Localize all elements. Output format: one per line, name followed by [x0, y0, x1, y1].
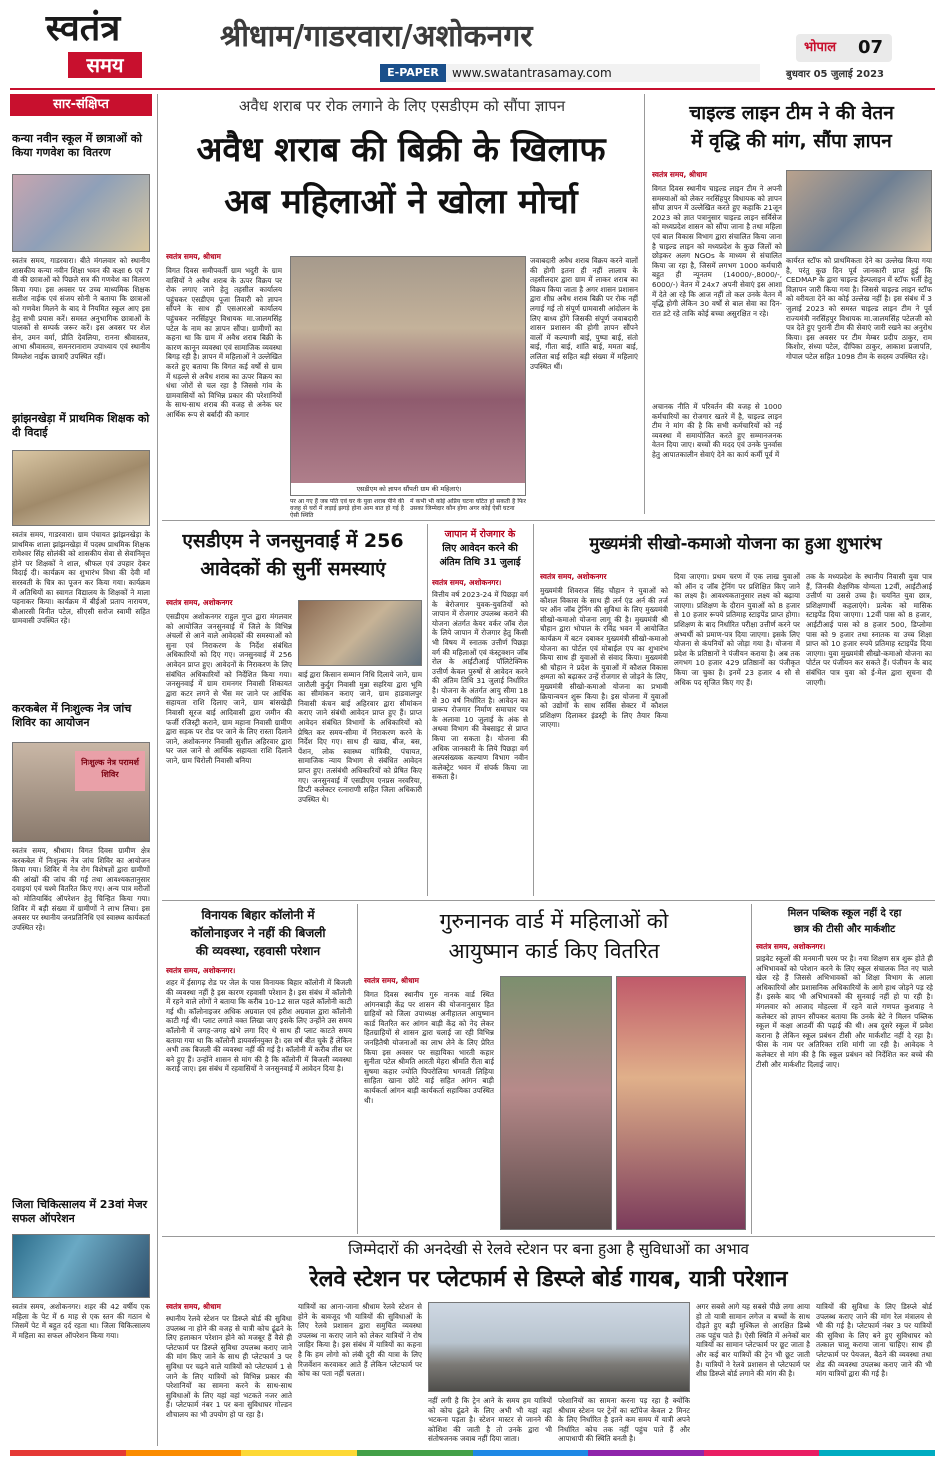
railway-byline: स्वतंत्र समय, श्रीधाम — [166, 1302, 221, 1311]
liquor-byline: स्वतंत्र समय, श्रीधाम — [166, 252, 221, 261]
sidebar-header: सार-संक्षिप्त — [10, 94, 152, 116]
colony-body: शहर में ईसागढ़ रोड पर जेल के पास विनायक बिहार कॉलोनी में बिजली की व्यवस्था नहीं है इस कारण रहवासी परेशान है। इस संबंध में कॉलोनी में रहने वाले लोगों ने बताया कि करीब 10-12 साल पहले कॉलोनी काटी गई थी। कॉलोनाइजर अधिक अग्रवाल एवं हरीश अग्रवाल द्वारा कॉलोनी काटी गई थी। प्लाट लगाते वक्त लिखा जाए इसके लिए उन्होंने उस समय कॉलोनी में जगह-जगह खंभे लगा दिए थे साथ ही प्लाट काटते समय बताया गया था कि कॉलोनी डायवर्सनयुक्त है। दस वर्ष बीत चुके हैं लेकिन अभी तक बिजली की व्यवस्था नहीं की गई है। कॉलोनी में करीब तीस घर बने हुए हैं। उन्होंने शासन से मांग की है कि कॉलोनी में बिजली व्यवस्था कराई जाए। इस संबंध में रहवासियों ने जनसुनवाई में आवेदन दिया है। — [166, 978, 352, 1074]
sidebar-item-headline: करकबेल में निःशुल्क नेत्र जांच शिविर का आयोजन — [12, 702, 132, 729]
childline-col-2: अचानक नीति में परिवर्तन की वजह से 1000 कर्मचारियों का रोजगार खतरे में है, चाइल्ड लाइन टीम ने मांग की है कि सभी कर्मचारियों को नई व्यवस्था में समायोजित करते हुए सम्मानजनक वेतन दिया जाए। बच्चों की मदद एवं उनके पुनर्वास हेतु आपातकालीन सेवाएं देने का कार्य कर्मी पूर्व में — [652, 402, 782, 459]
liquor-photo-women — [290, 256, 526, 496]
sidebar-divider — [157, 94, 158, 1446]
logo — [24, 8, 142, 82]
website-link[interactable]: www.swatantrasamay.com — [452, 66, 612, 80]
sdm-headline-line2: आवेदकों की सुनीं समस्याएं — [200, 558, 386, 580]
page-info-box — [796, 34, 892, 62]
sidebar-item-body: स्वतंत्र समय, श्रीधाम। विगत दिवस ग्रामीण क्षेत्र करकबेल में निःशुल्क नेत्र जांच शिविर का आयोजन किया गया। शिविर में नेत्र रोग विशेषज्ञों द्वारा ग्रामीणों की आंखों की जांच की गई तथा आवश्यकतानुसार दवाइयां एवं चश्मे वितरित किए गए। अन्य पात्र मरीजों को मोतियाबिंद ऑपरेशन हेतु चिन्हित किया गया। शिविर में बड़ी संख्या में ग्रामीणों ने लाभ लिया। इस अवसर पर स्थानीय जनप्रतिनिधि एवं स्वास्थ्य कार्यकर्ता उपस्थित रहे। — [12, 846, 150, 932]
sidebar-photo-eye-camp — [12, 742, 150, 842]
ayushman-byline: स्वतंत्र समय, श्रीधाम — [364, 976, 419, 985]
sdm-photo-hearing — [298, 600, 422, 666]
liquor-col-2: पर आ गए हैं जब पति एवं घर के युवा शराब पीने की वजह से घरों में लड़ाई झगड़े होना आम बात हो गई है ऐसी स्थिति — [290, 498, 404, 518]
railway-photo-platform — [428, 1302, 690, 1392]
color-strip-segment — [819, 1450, 935, 1456]
cm-headline: मुख्यमंत्री सीखो-कमाओ योजना का हुआ शुभारंभ — [589, 534, 882, 553]
sidebar-photo-uniform — [12, 174, 150, 252]
color-strip — [10, 1450, 935, 1456]
employment-headline-line3: अंतिम तिथि 31 जुलाई — [439, 557, 521, 568]
railway-col-6: यात्रियों की सुविधा के लिए डिस्प्ले बोर्ड उपलब्ध कराए जाने की मांग रेल मंत्रालय से भी की गई है। प्लेटफार्म नंबर 3 पर यात्रियों की सुविधा के लिए बने हुए सुविधाघर को तत्काल चालू कराया जाना चाहिए। साथ ही प्लेटफार्म पर पेयजल, बैठने की व्यवस्था तथा शेड की व्यवस्था उपलब्ध कराए जाने की भी मांग यात्रियों द्वारा की गई है। — [816, 1302, 932, 1379]
color-strip-segment — [10, 1450, 126, 1456]
issue-date: बुधवार 05 जुलाई 2023 — [786, 69, 884, 80]
epaper-label: E-PAPER — [380, 64, 446, 82]
cm-scheme-story — [536, 524, 935, 898]
sidebar-item-body: स्वतंत्र समय, अशोकनगर। शहर की 42 वर्षीय एक महिला के पेट में 6 माह से एक स्तन की गठान थे जिसमें पेट में बहुत दर्द रहता था। जिला चिकित्सालय में महिला का सफल ऑपरेशन किया गया। — [12, 1302, 150, 1340]
railway-col-3: नहीं लगी है कि ट्रेन आने के समय हम यात्रियों को कोच ढूंढने के लिए अभी भी यहां वहां भटकना पड़ता है। स्टेशन मास्टर से जानने की कोशिश की जाती है तो उनके द्वारा भी संतोषजनक जवाब नहीं दिया जाता। — [428, 1396, 552, 1444]
ayushman-body: विगत दिवस स्थानीय गुरु नानक वार्ड स्थित आंगनबाड़ी केंद्र पर शासन की योजनानुसार हित ग्राहियों को जिला उपाध्यक्ष अनीहातल आयुष्मान कार्ड वितरित कर आंगन बाड़ी केंद्र को नेद लेकर हितग्राहियों से शासन द्वारा चलाई जा रही विभिन्न जनहितैषी योजनाओं का लाभ लेने के लिए प्रेरित किया इस अवसर पर सहायिका भारती कहार सुनीता पटेल श्रीमति आरती मेहरा श्रीमति रीता बाई सुषमा कहार ज्योति पिपरोलिया भगवती लिहिया साहिता खाना छोटे वाई सहित आंगन बाड़ी कार्यकर्ता आंगन बाड़ी कार्यकर्ता सहायिका उपस्थित थी। — [364, 990, 494, 1105]
railway-col-5: अगर सबसे आगे यह सबसे पीछे लगा आया हो तो यात्री सामान लगेज व बच्चों के साथ दौड़ते हुए बड़ी मुश्किल से आरक्षित डिब्बे तक पहुंच पाते हैं। ऐसी स्थिति में अनेकों बार यात्रियों का सामान प्लेटफार्म पर छूट जाता है और कई बार यात्रियों की ट्रेन भी छूट जाती है। यात्रियों ने रेलवे प्रशासन से प्लेटफार्म पर शीघ्र डिस्प्ले बोर्ड लगाने की मांग की है। — [696, 1302, 810, 1379]
logo-top-text: स्वतंत्र — [45, 7, 121, 49]
cm-byline: स्वतंत्र समय, अशोकनगर — [540, 572, 607, 581]
liquor-headline-line2: अब महिलाओं ने खोला मोर्चा — [224, 182, 578, 222]
liquor-headline-line1: अवैध शराब की बिक्री के खिलाफ — [196, 130, 606, 170]
railway-col-4: परेशानियों का सामना करना पड़ रहा है क्योंकि श्रीधाम स्टेशन पर ट्रेनों का स्टॉपेज केवल 2 मिनट के लिए निर्धारित है इतने कम समय में यात्री अपने निर्धारित कोच तक नहीं पहुंच पाते हैं और आपाधापी की स्थिति बनती है। — [558, 1396, 690, 1444]
sidebar — [10, 94, 152, 1446]
liquor-col-4: जवाबदारी अवैध शराब विक्रय करने वालों की होगी इतना ही नहीं लालाच के तहसीलदार द्वारा ग्राम में लाकर शराब का विक्रय किया जाता है अगर शासन प्रशासन द्वारा शीघ्र अवैध शराब बिक्री पर रोक नहीं लगाई गई तो संपूर्ण ग्रामवासी आंदोलन के लिए बाध्य होंगे जिसकी संपूर्ण जवाबदारी शासन प्रशासन की होगी ज्ञापन सौंपने वालों में कल्याणी बाई, पुष्पा बाई, संतो बाई, गीता बाई, शांति बाई, ममता बाई, ललिता बाई सहित बड़ी संख्या में महिलाएं उपस्थित थीं। — [530, 256, 638, 371]
top-divider-v — [644, 94, 645, 514]
employment-byline: स्वतंत्र समय, अशोकनगर। — [432, 578, 502, 587]
color-strip-segment — [473, 1450, 589, 1456]
employment-headline-line1: जापान में रोजगार के — [444, 529, 516, 540]
ayushman-photo-right — [616, 976, 746, 1230]
sidebar-photo-farewell — [12, 450, 150, 526]
sidebar-item-headline: कन्या नवीन स्कूल में छात्राओं को किया गणवेश का वितरण — [12, 132, 143, 159]
sidebar-item-body: स्वतंत्र समय, गाडरवारा। बीते मंगलवार को स्थानीय शासकीय कन्या नवीन शिक्षा भवन की कक्षा 6 एवं 7 वी की छात्राओं को पिछले सत्र की गणवेश का वितरण किया गया। इस अवसर पर उच्च माध्यमिक शिक्षक सतीश नाईक एवं संजय सोनी ने बताया कि छात्राओं को गणवेश मिलने के बाद वे नियमित स्कूल आए इस हेतु सभी प्रयास करें। समस्त अनुभागिक छात्राओं के पालकों से सम्पर्क जरूर करें। इस अवसर पर शेल सेन, उमन वर्मा, प्रीति देवलिया, रानना श्रीवास्तव, आभा श्रीवास्तव, समनरानाराम उपाध्याय एवं स्थानीय विमलेश नाईक छात्राएँ उपस्थित रहीं। — [12, 256, 150, 361]
masthead-divider — [10, 88, 935, 90]
colony-byline: स्वतंत्र समय, अशोकनगर। — [166, 966, 236, 975]
color-strip-segment — [704, 1450, 820, 1456]
childline-headline-line2: में वृद्धि की मांग, सौंपा ज्ञापन — [691, 130, 892, 152]
school-body: प्राइवेट स्कूलों की मनमानी चरम पर है। नया शिक्षण सत्र शुरू होते ही अभिभावकों को परेशान करने के लिए स्कूल संचालक नित नए चाले खेल रहे हैं जिससे अभिभावकों को शिक्षा विभाग के आला अधिकारियों और प्रशासनिक अधिकारियों के आगे हाथ जोड़ने पड़ रहे हैं। इसके बाद भी अभिभावकों की सुनवाई नहीं हो पा रही है। मंगलवार को आजाद मोहल्ला में रहने वाले गणपत कुशवाह ने कलेक्टर को ज्ञापन सौंपकर बताया कि उनके बेटे ने मिलन पब्लिक स्कूल में कक्षा आठवीं की पढ़ाई की थी। अब दूसरे स्कूल में प्रवेश कराना है लेकिन स्कूल प्रबंधन टीसी और मार्कशीट नहीं दे रहा है। फीस के नाम पर अतिरिक्त राशि मांगी जा रही है। आवेदक ने कलेक्टर से मांग की है कि स्कूल प्रबंधन को निर्देशित कर बच्चे की टीसी और मार्कशीट दिलाई जाए। — [756, 954, 933, 1069]
employment-body: वित्तीय वर्ष 2023-24 में पिछड़ा वर्ग के बेरोजगार युवक-युवतियों को जापान में रोजगार उपलब्ध कराने की योजना अंतर्गत केयर वर्कर जॉब रोल के लिये जापान में रोजगार हेतु किसी भी विषय में स्नातक उत्तीर्ण पिछड़ा वर्ग की महिलाओं एवं कंस्ट्रक्शन जॉब रोल के आईटीआई पॉलिटेक्निक उत्तीर्ण केवल पुरुषों से आवेदन करने की अंतिम तिथि 31 जुलाई निर्धारित है। योजना के अंतर्गत आयु सीमा 18 से 30 वर्ष निर्धारित है। आवेदन का प्रारूप रोजगार निर्माण समाचार पत्र के अलावा 10 जुलाई के अंक से अथवा विभाग की वेबसाइट से प्राप्त किया जा सकता है। योजना की अधिक जानकारी के लिये पिछड़ा वर्ग अल्पसंख्यक कल्याण विभाग नवीन कलेक्ट्रेट भवन में संपर्क किया जा सकता है। — [432, 590, 528, 782]
employment-headline-line2: लिए आवेदन करने की — [442, 543, 518, 554]
eye-camp-banner: निःशुल्क नेत्र परामर्श शिविर — [75, 751, 145, 791]
colony-headline-line2: कॉलोनाइजर ने नहीं की बिजली — [190, 926, 326, 940]
liquor-photo-caption: एसडीएम को ज्ञापन सौंपती ग्राम की महिलाएं। — [291, 483, 526, 495]
childline-story — [648, 94, 935, 518]
ayushman-divider — [751, 904, 752, 1234]
cm-col-2: दिया जाएगा। प्रथम चरण में एक लाख युवाओं को ऑन द जॉब ट्रेनिंग पर प्रशिक्षित किए जाने का लक्ष्य है। आवश्यकतानुसार लक्ष्य को बढ़ाया जाएगा। प्रशिक्षण के दौरान युवाओं को 8 हजार से 10 हजार रूपये प्रतिमाह स्टाइपेंड प्राप्त होगा। प्रशिक्षण के बाद निर्धारित परीक्षा उत्तीर्ण करने पर अभ्यर्थी को प्रमाण-पत्र दिया जाएगा। इसके लिए योजना से कंपनियों को जोड़ा गया है। योजना में प्रदेश के प्रतिष्ठानों ने पंजीयन कराया है। अब तक लगभग 10 हजार 429 प्रतिष्ठानों का पंजीकृत किया जा चुका है। इनमें 23 हजार 4 सौ से अधिक पद सृजित किए गए हैं। — [674, 572, 800, 687]
colony-headline-line1: विनायक बिहार कॉलोनी में — [201, 908, 315, 922]
sidebar-photo-surgery — [12, 1234, 150, 1298]
ayushman-headline-line2: आयुष्मान कार्ड किए वितरित — [448, 939, 660, 963]
sdm-headline-line1: एसडीएम ने जनसुनवाई में 256 — [182, 530, 404, 552]
cm-col-1: मुख्यमंत्री शिवराज सिंह चौहान ने युवाओं को कौशल विकास के साथ ही लर्न एंड अर्न की तर्ज पर ऑन जॉब ट्रेनिंग की सुविधा के लिए मुख्यमंत्री सीखो-कमाओ योजना लागू की है। मुख्यमंत्री श्री चौहान द्वारा भोपाल के रविंद्र भवन में आयोजित कार्यक्रम में बटन दबाकर मुख्यमंत्री सीखो-कमाओ योजना का पोर्टल एवं मोबाईल एप का शुभारंभ किया साथ ही युवाओं से संवाद किया। मुख्यमंत्री श्री चौहान ने प्रदेश के युवाओं में कौशल विकास क्षमता को बढ़ाकर उन्हें रोजगार से जोड़ने के लिए, मुख्यमंत्री सीखो-कमाओ योजना का प्रभावी क्रियान्वयन शुरू किया है। इस योजना में युवाओं को उद्योगों के साथ सर्विस सेक्टर में कौशल प्रशिक्षण दिलाकर इंडस्ट्री के लिए तैयार किया जाएगा। — [540, 586, 668, 730]
sdm-byline: स्वतंत्र समय, अशोकनगर — [166, 598, 233, 607]
ayushman-story — [360, 904, 748, 1234]
railway-headline: रेलवे स्टेशन पर प्लेटफार्म से डिस्प्ले बोर्ड गायब, यात्री परेशान — [309, 1267, 788, 1292]
childline-byline: स्वतंत्र समय, श्रीधाम — [652, 170, 707, 179]
childline-col-3: कार्यरत स्टॉफ को प्राथमिकता देने का उल्लेख किया गया है, परंतु कुछ दिन पूर्व जानकारी प्राप्त हुई कि CEDMAP के द्वारा चाइल्ड हेल्पलाइन में स्टॉफ भर्ती हेतु विज्ञापन जारी किया गया है। जिससे चाइल्ड लाइन स्टॉफ को वरीयता देने का कोई उल्लेख नहीं है। इस संबंध में 3 जुलाई 2023 को समस्त चाइल्ड लाइन टीम ने पूर्व राज्यमंत्री नरसिंहपुर विधायक मा.जालमसिंह पटेलजी को पत्र देते हुए पुरानी टीम की सेवाएं जारी रखने का अनुरोध किया। इस अवसर पर टीम मेम्बर प्रदीप ठाकुर, राम किशोर, संध्या पटेल, दीपिका ठाकुर, आकाश प्रजापति, गोपाल पटेल सहित 1098 टीम के सदस्य उपस्थित रहे। — [786, 256, 932, 361]
employment-divider — [533, 524, 534, 896]
ayushman-headline-line1: गुरुनानक वार्ड में महिलाओं को — [439, 909, 669, 933]
school-headline-line1: मिलन पब्लिक स्कूल नहीं दे रहा — [787, 908, 902, 919]
epaper-bar — [380, 64, 760, 82]
colony-story — [162, 904, 354, 1234]
color-strip-segment — [357, 1450, 473, 1456]
railway-kicker: जिम्मेदारों की अनदेखी से रेलवे स्टेशन पर बना हुआ है सुविधाओं का अभाव — [348, 1240, 749, 1258]
sdm-col-1: एसडीएम अशोकनगर राहुल गुप्त द्वारा मंगलवार को आयोजित जनसुनवाई में जिले के विभिन्न अंचलों से आने वाले आवेदकों की समस्याओं को सुना एवं निराकरण के निर्देश संबंधित अधिकारियों को दिए गए। जनसुनवाई में 256 आवेदन प्राप्त हुए। आवेदनों के निराकरण के लिए संबंधित अधिकारियों को निर्देशित किया गया। जनसुनवाई में ग्राम रामनगर निवासी शिकायत द्वारा कटर लगने से भैंस मर जाने पर आर्थिक सहायता राशि दिलाए जाने, ग्राम बांसखेड़ी निवासी सूरज बाई आदिवासी द्वारा जमीन की फर्जी रजिस्ट्री कराने, ग्राम महाना निवासी ग्रामीण द्वारा सड़क पर रोड पर जाने के लिए रास्ता दिलाने जाने, अशोकनगर निवासी सुशील अहिरवार द्वारा घर जल जाने से आर्थिक सहायता राशि दिलाने जाने, ग्राम चिरोली निवासी बनिया — [166, 612, 292, 765]
school-story — [754, 904, 935, 1234]
masthead — [0, 0, 945, 88]
logo-bottom-text: समय — [68, 52, 142, 78]
color-strip-segment — [588, 1450, 704, 1456]
liquor-kicker: अवैध शराब पर रोक लगाने के लिए एसडीएम को सौंपा ज्ञापन — [238, 97, 566, 115]
sdm-col-2: बाई द्वारा किसान सम्मान निधि दिलाये जाने, ग्राम जारौली कुर्दुग निवासी मुन्ना सहरिया द्वारा भूमि का सीमांकन कराए जाने, ग्राम हाडवालपुर निवासी कंचन बाई अहिरवार द्वारा सीमांकन कराए जाने संबंधी आवेदन प्राप्त हुए हैं। प्राप्त आवेदन संबंधित विभागों के अधिकारियों को प्रेषित कर समय-सीमा में निराकरण करने के निर्देश दिए गए। साथ ही खाद्य, बीज, बस, पेंशन, लोक स्वास्थ्य यांत्रिकी, पंचायत, सामाजिक न्याय विभाग से संबंधित आवेदन प्राप्त हुए। तत्संबंधी अधिकारियों को प्रेषित किए गए। जनसुनवाई में एसडीएम एनप्रस नरवरिया, डिप्टी कलेक्टर रत्नाराणी सहित जिला अधिकारी उपस्थित थे। — [298, 670, 422, 804]
color-strip-segment — [241, 1450, 357, 1456]
row-divider-3 — [162, 1236, 935, 1237]
ayushman-photo-left — [500, 976, 612, 1230]
childline-photo — [786, 170, 932, 252]
row-divider-2 — [162, 900, 935, 901]
sidebar-item-headline: झांझनखेड़ा में प्राथमिक शिक्षक को दी विदाई — [12, 412, 150, 439]
page-number: 07 — [858, 37, 884, 58]
sdm-divider — [427, 524, 428, 896]
colony-headline-line3: की व्यवस्था, रहवासी परेशान — [195, 944, 321, 958]
childline-headline-line1: चाइल्ड लाइन टीम ने की वेतन — [689, 102, 894, 124]
railway-col-1: स्थानीय रेलवे स्टेशन पर डिस्प्ले बोर्ड की सुविधा उपलब्ध ना होने की वजह से यात्री कोच ढूंढने के लिए हलाकान परेशान होने को मजबूर हैं वैसे ही प्लेटफार्म पर डिस्प्ले सुविधा उपलब्ध कराए जाने की मांग किए जाने के साथ ही प्लेटफार्म 3 पर सुविधा पर चढ़ने वाले यात्रियों को प्लेटफार्म 1 से जाने के लिए यात्रियों को विभिन्न प्रकार की परेशानियों का सामना करने के साथ-साथ सुविधाओं के लिए यहां वहां भटकते नजर आते हैं। प्लेटफार्म नंबर 1 पर बना सुविधाघर गोल्डन शौचालय का भी उपयोग हो पा रहा है। — [166, 1314, 292, 1419]
row-divider-1 — [162, 520, 935, 521]
liquor-col-1: विगत दिवस समीपवर्ती ग्राम भदुरी के ग्राम वासियों ने अवैध शराब के ऊपर विक्रय पर रोक लगाए जाने हेतु तहसील कार्यालय पहुंचकर एसडीएम पूजा तिवारी को ज्ञापन सौंपने के साथ ही एसआरओ कार्यालय पहुंचकर नरसिंहपुर विधायक मा.जालमसिंह पटेल के नाम का ज्ञापन सौंपा। ग्रामीणों का कहना था कि ग्राम में अवैध शराब बिक्री के कारण कानून व्यवस्था एवं सामाजिक व्यवस्था बिगड़ रही है। ज्ञापन में महिलाओं ने उल्लेखित करते हुए बताया कि विगत कई वर्षों से ग्राम में धड़ल्ले से अवैध शराब का ऊपर विक्रय का धंधा जोरों से चल रहा है जिससे गांव के ग्रामवासियों को विभिन्न प्रकार की परेशानियों के साथ-साथ शराब की वजह से अनेक घर आर्थिक रूप से बर्बादी की कगार — [166, 266, 282, 419]
sidebar-item-headline: जिला चिकित्सालय में 23वां मेजर सफल ऑपरेशन — [12, 1198, 148, 1225]
school-headline-line2: छात्र की टीसी और मार्कशीट — [793, 924, 896, 935]
cm-col-3: तक के मध्यप्रदेश के स्थानीय निवासी युवा पात्र हैं, जिनकी शैक्षणिक योग्यता 12वीं, आईटीआई उत्तीर्ण या उससे उच्च है। चयनित युवा छात्र, प्रशिक्षणार्थी कहलाएंगे। प्रत्येक को मासिक स्टाइपेंड दिया जाएगा। 12वीं पास को 8 हजार, आईटीआई पास को 8 हजार 500, डिप्लोमा पास को 9 हजार तथा स्नातक या उच्च शिक्षा प्राप्त को 10 हजार रुपये प्रतिमाह स्टाइपेंड दिया जाएगा। युवा मुख्यमंत्री सीखो-कमाओ योजना का पोर्टल पर पंजीयन कर सकते हैं। पंजीयन के बाद संबंधित पात्र युवा को ई-मेल द्वारा सूचना दी जाएगी। — [806, 572, 932, 687]
employment-story — [430, 524, 530, 898]
sdm-story — [162, 524, 424, 898]
city-label: भोपाल — [804, 40, 837, 55]
colony-divider — [357, 904, 358, 1234]
school-byline: स्वतंत्र समय, अशोकनगर। — [756, 942, 826, 951]
railway-story — [162, 1238, 935, 1448]
color-strip-segment — [126, 1450, 242, 1456]
childline-col-1: विगत दिवस स्थानीय चाइल्ड लाइन टीम ने अपनी समस्याओं को लेकर नरसिंहपुर विधायक को ज्ञापन सौंपा ज्ञापन में उल्लेखित करते हुए कहाकि 21जून 2023 को ज्ञात पत्रानुसार चाइल्ड लाइन सर्विसेज को मध्यप्रदेश शासन को सौंपा जाना है तथा महिला एवं बाल विकास विभाग द्वारा संचालित किया जाना है चाइल्ड लाइन को मध्यप्रदेश के कुछ जिलों को छोड़कर अलग NGOs के माध्यम से संचालित किया जा रहा है, जिसमें लगभग 1000 कर्मचारी बहुत ही न्यूनतम (14000/-,8000/-, 6000/-) वेतन में 24x7 अपनी सेवाएं इस आशा में देते आ रहे कि आज नहीं तो कल उनके वेतन में वृद्धि होगी लेकिन 30 वर्षों से बाल सेवा का दिन-रात डटे रहे ताकि कोई बच्चा असुरक्षित न रहे। — [652, 184, 782, 318]
railway-col-2: यात्रियों का आना-जाना श्रीधाम रेलवे स्टेशन से होने के बावजूद भी यात्रियों की सुविधाओं के लिए रेलवे प्रशासन द्वारा समुचित व्यवस्था उपलब्ध ना कराए जाने को लेकर यात्रियों ने रोष जाहिर किया है। इस संबंध में यात्रियों का कहना है कि हम लोगो को लंबी दूरी की यात्रा के लिए रिजर्वेशन करवाकर आते हैं लेकिन प्लेटफार्म पर कोच का पता नहीं चलता। — [298, 1302, 422, 1379]
liquor-col-3: में कभी भी कोई अप्रिय घटना घटित हो सकती है फिर उसका जिम्मेदार कौन होगा अगर कोई ऐसी घटना — [410, 498, 526, 512]
sidebar-item-body: स्वतंत्र समय, गाडरवारा। ग्राम पंचायत झांझनखेड़ा के प्राथमिक शाला झांझनखेड़ा में पदस्थ प्राथमिक शिक्षक रामेश्वर सिंह सोलंकी को शासकीय सेवा से सेवानिवृत्त होने पर शिक्षकों ने शाल, श्रीफल एवं उपहार देकर विदाई दी। कार्यक्रम का शुभारंभ विधा की देवी माँ सरस्वती के चित्र का पूजन कर किया गया। कार्यक्रम में अतिथियों का स्वागत विद्यालय के शिक्षकों ने माला पहनाकर किया। कार्यक्रम में बीईओ प्रताप नारायण, बीआरसी विनीत पटेल, सीएसी सरोज स्वामी सहित ग्रामवासी उपस्थित रहे। — [12, 530, 150, 626]
liquor-story — [162, 94, 640, 518]
edition-title: श्रीधाम/गाडरवारा/अशोकनगर — [220, 19, 533, 54]
